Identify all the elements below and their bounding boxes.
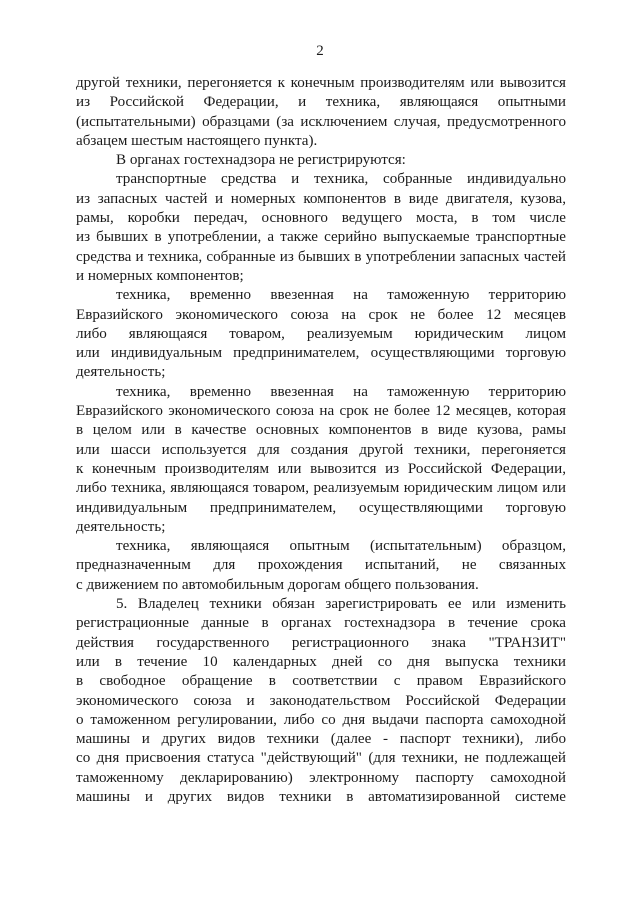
text-line: либо техника, являющаяся товаром, реализуемым юридическим лицом или xyxy=(76,480,566,497)
text-line: либо являющаяся товаром, реализуемым юридическим лицом xyxy=(76,325,566,342)
text-line: со дня присвоения статуса "действующий" (для техники, не подлежащей xyxy=(76,750,566,767)
text-line: из Российской Федерации, и техника, являющаяся опытными xyxy=(76,94,566,111)
text-line: абзацем шестым настоящего пункта). xyxy=(76,132,318,149)
text-line: техника, временно ввезенная на таможенную территорию xyxy=(116,287,566,304)
text-line: экономического союза и законодательством Российской Федерации xyxy=(76,692,566,709)
text-line: техника, являющаяся опытным (испытательным) образцом, xyxy=(116,538,566,555)
text-line: средства и техника, собранные из бывших в употреблении запасных частей xyxy=(76,248,566,265)
text-line: (испытательными) образцами (за исключением случая, предусмотренного xyxy=(76,113,566,130)
page-number: 2 xyxy=(316,43,324,59)
text-line: рамы, коробки передач, основного ведущего моста, в том числе xyxy=(76,210,566,227)
text-line: или индивидуальным предпринимателем, осуществляющими торговую xyxy=(76,345,566,362)
text-line: из запасных частей и номерных компонентов в виде двигателя, кузова, xyxy=(76,190,566,207)
text-line: Евразийского экономического союза на срок не более 12 месяцев xyxy=(76,306,566,323)
text-line: к конечным производителям или вывозится из Российской Федерации, xyxy=(76,460,566,477)
text-line: в свободное обращение в соответствии с правом Евразийского xyxy=(76,673,566,690)
text-line: или шасси используется для создания другой техники, перегоняется xyxy=(76,441,566,458)
text-line: другой техники, перегоняется к конечным производителям или вывозится xyxy=(76,75,566,91)
text-line: техника, временно ввезенная на таможенную территорию xyxy=(116,383,566,400)
text-line: В органах гостехнадзора не регистрируются: xyxy=(116,152,406,169)
text-line: деятельность; xyxy=(76,364,166,381)
text-line: и номерных компонентов; xyxy=(76,267,244,284)
text-line: из бывших в употреблении, а также серийно выпускаемые транспортные xyxy=(76,229,566,246)
text-line: 5. Владелец техники обязан зарегистрировать ее или изменить xyxy=(116,596,566,613)
text-line: таможенному декларированию) электронному паспорту самоходной xyxy=(76,769,566,786)
text-line: индивидуальным предпринимателем, осуществляющими торговую xyxy=(76,499,566,516)
text-line: с движением по автомобильным дорогам общего пользования. xyxy=(76,576,479,593)
text-line: предназначенным для прохождения испытаний, не связанных xyxy=(76,557,566,574)
text-line: действия государственного регистрационного знака "ТРАНЗИТ" xyxy=(76,634,566,651)
text-line: или в течение 10 календарных дней со дня выпуска техники xyxy=(76,653,566,670)
body-text xyxy=(76,74,566,807)
text-line: о таможенном регулировании, либо со дня выдачи паспорта самоходной xyxy=(76,711,566,728)
text-line: деятельность; xyxy=(76,518,166,535)
text-line: Евразийского экономического союза на срок не более 12 месяцев, которая xyxy=(76,403,566,420)
text-line: в целом или в качестве основных компонентов в виде кузова, рамы xyxy=(76,422,566,439)
text-line: регистрационные данные в органах гостехнадзора в течение срока xyxy=(76,615,566,632)
text-line: машины и других видов техники (далее - паспорт техники), либо xyxy=(76,731,566,748)
text-line: транспортные средства и техника, собранные индивидуально xyxy=(116,171,566,188)
text-line: машины и других видов техники в автоматизированной системе xyxy=(76,788,566,805)
